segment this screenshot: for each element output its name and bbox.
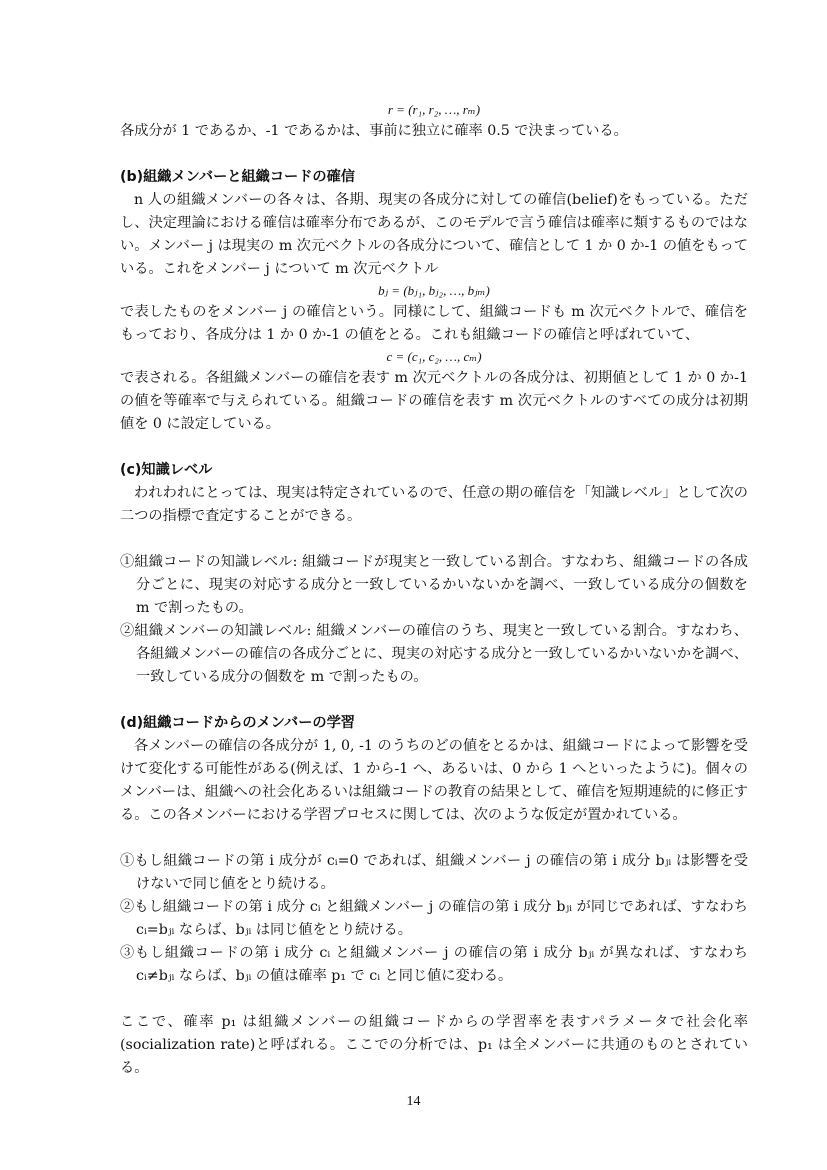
section-heading-c: (c)知識レベル [120,462,213,478]
list-item: ①組織コードの知識レベル: 組織コードが現実と一致している割合。すなわち、組織コードの各成分ごとに、現実の対応する成分と一致しているかいないかを調べ、一致している成分の個数を m で割ったもの。 [120,554,748,616]
paragraph-d-2: ここで、確率 p₁ は組織メンバーの組織コードからの学習率を表すパラメータで社会化率(socialization rate)と呼ばれる。ここでの分析では、p₁ は全メンバーに共通のものとされている。 [120,1014,748,1076]
paragraph-b-3: で表される。各組織メンバーの確信を表す m 次元ベクトルの各成分は、初期値として 1 か 0 か-1 の値を等確率で与えられている。組織コードの確信を表す m 次元ベクトルのすべての成分は初期値を 0 に設定している。 [120,370,748,432]
equation-belief-vector: bⱼ = (bⱼ₁, bⱼ₂, …, bⱼₘ) [378,283,490,298]
section-heading-d: (d)組織コードからのメンバーの学習 [120,715,355,731]
paragraph-intro: 各成分が 1 であるか、-1 であるかは、事前に独立に確率 0.5 で決まっている。 [120,123,628,139]
paragraph-b-1: n 人の組織メンバーの各々は、各期、現実の各成分に対しての確信(belief)をもっている。ただし、決定理論における確信は確率分布であるが、このモデルで言う確信は確率に類するものではない。メンバー j は現実の m 次元ベクトルの各成分について、確信として 1 か 0 か-1 の値をもっている。これをメンバー j について m 次元ベクトル [120,192,748,277]
list-item: ①もし組織コードの第 i 成分が cᵢ=0 であれば、組織メンバー j の確信の第 i 成分 bⱼᵢ は影響を受けないで同じ値をとり続ける。 [120,853,748,892]
equation-code-vector: c = (c₁, c₂, …, cₘ) [386,349,482,364]
paragraph-c-1: われわれにとっては、現実は特定されているので、任意の期の確信を「知識レベル」として次の二つの指標で査定することができる。 [120,485,748,524]
section-heading-b: (b)組織メンバーと組織コードの確信 [120,169,355,185]
list-item: ②もし組織コードの第 i 成分 cᵢ と組織メンバー j の確信の第 i 成分 bⱼᵢ が同じであれば、すなわち cᵢ=bⱼᵢ ならば、bⱼᵢ は同じ値をとり続ける。 [120,899,748,938]
paragraph-b-2: で表したものをメンバー j の確信という。同様にして、組織コードも m 次元ベクトルで、確信をもっており、各成分は 1 か 0 か-1 の値をとる。これも組織コードの確信と呼ばれていて、 [120,304,748,343]
page-content [120,100,748,1080]
list-item: ②組織メンバーの知識レベル: 組織メンバーの確信のうち、現実と一致している割合。すなわち、各組織メンバーの確信の各成分ごとに、現実の対応する成分と一致しているかいないかを調べ、一致している成分の個数を m で割ったもの。 [120,623,748,685]
equation-reality-vector: r = (r₁, r₂, …, rₘ) [387,102,481,117]
list-item: ③もし組織コードの第 i 成分 cᵢ と組織メンバー j の確信の第 i 成分 bⱼᵢ が異なれば、すなわち cᵢ≠bⱼᵢ ならば、bⱼᵢ の値は確率 p₁ で cᵢ と同じ値に変わる。 [120,945,748,984]
paragraph-d-1: 各メンバーの確信の各成分が 1, 0, -1 のうちのどの値をとるかは、組織コードによって影響を受けて変化する可能性がある(例えば、1 から-1 へ、あるいは、0 から 1 へといったように)。個々のメンバーは、組織への社会化あるいは組織コードの教育の結果として、確信を短期連続的に修正する。この各メンバーにおける学習プロセスに関しては、次のような仮定が置かれている。 [120,738,748,823]
page-number: 14 [406,1094,421,1109]
